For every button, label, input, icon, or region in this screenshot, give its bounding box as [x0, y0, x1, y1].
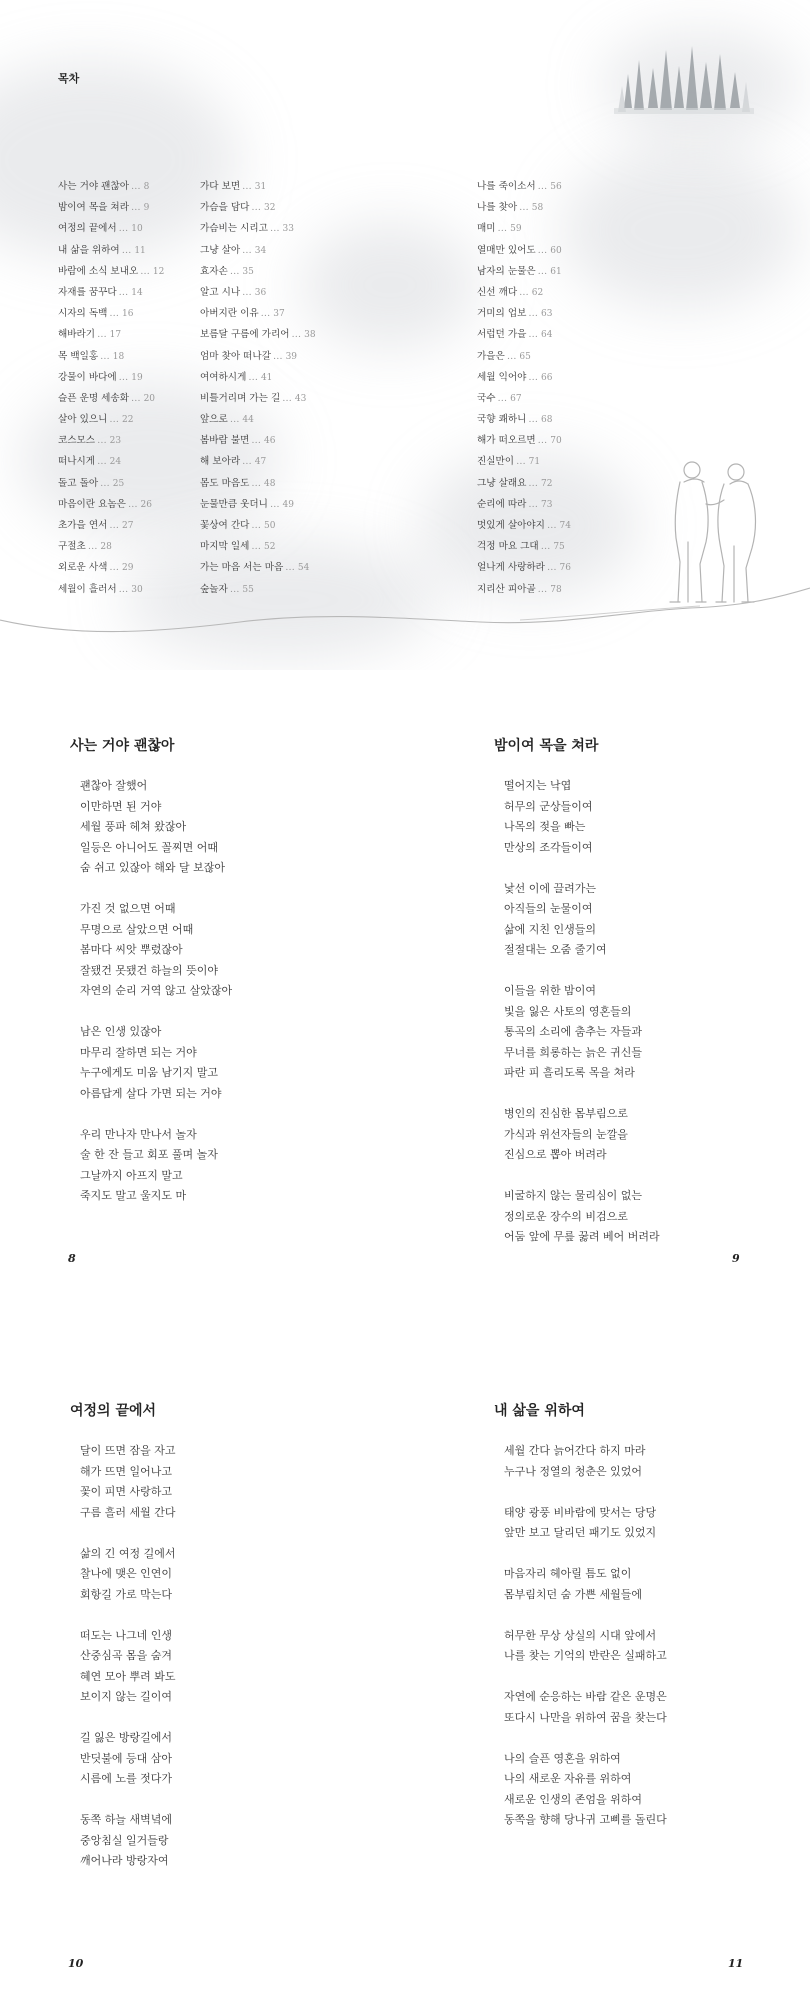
toc-entry: 살아 있으니 … 22: [58, 414, 134, 426]
toc-entry-title: 살아 있으니: [58, 414, 108, 426]
toc-entry-page: 71: [528, 457, 541, 468]
toc-entry-page: 54: [297, 563, 310, 574]
toc-entry-title: 매미: [477, 223, 496, 235]
toc-entry: 얼나게 사랑하라 … 76: [477, 562, 571, 574]
poem-line: 떨어지는 낙엽: [504, 779, 572, 792]
toc-column-1: [58, 176, 164, 600]
toc-entry-title: 나를 죽이소서: [477, 181, 536, 192]
poem-body-left: [80, 1441, 176, 1892]
toc-entry: 알고 시나 … 36: [200, 286, 267, 298]
poem-line: 빛을 잃은 사토의 영혼들의: [504, 1004, 632, 1018]
toc-entry: 눈물만큼 웃더니 … 49: [200, 498, 294, 510]
toc-entry-page: 68: [540, 415, 553, 426]
toc-entry: 꽃상여 간다 … 50: [200, 520, 276, 531]
toc-entry-title: 열매만 있어도: [477, 244, 536, 256]
toc-entry: 국향 쾌하니 … 68: [477, 414, 553, 426]
poem-line: 아름답게 살다 가면 되는 거야: [80, 1086, 222, 1100]
poem-title-right: 밤이여 목을 쳐라: [494, 738, 599, 754]
poem-line: 누구에게도 미움 남기지 말고: [80, 1066, 219, 1079]
poem-line: 시름에 노를 젓다가: [80, 1772, 173, 1785]
toc-heading: 목차: [58, 72, 80, 85]
toc-entry-title: 그냥 살래요: [477, 477, 527, 489]
toc-entry-page: 17: [109, 330, 122, 341]
toc-entry-page: 70: [550, 436, 562, 447]
poem-stanza: [504, 1626, 667, 1667]
toc-entry-title: 돌고 돌아: [58, 477, 99, 489]
toc-entry: 숲놀자 … 55: [200, 583, 254, 595]
toc-entry-page: 30: [131, 584, 143, 595]
poem-line: 나의 새로운 자유를 위하여: [504, 1772, 632, 1785]
toc-entry: 코스모스 … 23: [58, 435, 122, 447]
toc-entry-title: 국수: [477, 392, 496, 404]
poem-line: 앞만 보고 달리던 패기도 있었지: [504, 1526, 657, 1539]
toc-entry-title: 가다 보면: [200, 181, 241, 192]
poem-line: 죽지도 말고 울지도 마: [80, 1189, 187, 1202]
poem-line: 통곡의 소리에 춤추는 자들과: [504, 1025, 643, 1038]
poem-line: 찰나에 맺은 인연이: [80, 1567, 173, 1580]
poem-line: 술 한 잔 들고 회포 풀며 놀자: [80, 1148, 218, 1161]
toc-entry-title: 슬픈 운명 세송화: [58, 392, 129, 404]
toc-entry: 마지막 일세 … 52: [200, 541, 276, 553]
poem-line: 중앙침실 일거들랑: [80, 1833, 169, 1847]
poem-line: 마음자리 헤아릴 틈도 없이: [504, 1567, 632, 1580]
toc-entry-title: 가슴비는 시리고: [200, 223, 268, 235]
toc-entry-title: 해가 떠오르면: [477, 435, 536, 447]
toc-entry-page: 59: [510, 224, 522, 235]
poem-line: 깨어나라 방랑자여: [80, 1854, 169, 1867]
poem-line: 낯선 이에 끌려가는: [504, 881, 597, 895]
toc-entry-page: 23: [109, 436, 122, 447]
poem-line: 해가 뜨면 일어나고: [80, 1464, 173, 1478]
toc-entry: 여정의 끝에서 … 10: [58, 223, 143, 235]
poem-line: 봄마다 씨앗 뿌렸잖아: [80, 943, 183, 956]
toc-entry-page: 9: [143, 203, 150, 214]
toc-entry-page: 24: [109, 457, 122, 468]
poem-line: 나를 찾는 기억의 반란은 실패하고: [504, 1649, 667, 1662]
toc-entry-title: 바람에 소식 보내오: [58, 265, 139, 277]
poem-line: 삶에 지친 인생들의: [504, 922, 597, 936]
poem-line: 그날까지 아프지 말고: [80, 1168, 183, 1182]
toc-entry-title: 효자손: [200, 265, 228, 277]
page-spread-2: [0, 1335, 810, 1992]
toc-entry-page: 27: [121, 521, 134, 531]
toc-entry: 해바라기 … 17: [58, 329, 122, 341]
poem-line: 정의로운 장수의 비검으로: [504, 1209, 628, 1223]
toc-entry-title: 봄바람 불면: [200, 435, 250, 447]
toc-entry-title: 꽃상여 간다: [200, 520, 250, 531]
toc-entry-page: 50: [263, 521, 276, 531]
poem-line: 달이 뜨면 잠을 자고: [80, 1444, 176, 1457]
poem-line: 허무한 무상 상실의 시대 앞에서: [504, 1628, 657, 1642]
poem-line: 무너를 희롱하는 늙은 귀신들: [504, 1045, 643, 1059]
toc-entry: 아버지란 이유 … 37: [200, 308, 285, 320]
toc-entry-title: 신선 깨다: [477, 286, 518, 298]
poem-line: 숨 쉬고 있잖아 해와 달 보잖아: [80, 861, 225, 874]
poem-line: 혜연 모아 뿌려 봐도: [80, 1669, 176, 1683]
toc-entry-title: 비틀거리며 가는 길: [200, 392, 281, 404]
toc-entry: 서럽던 가을 … 64: [477, 329, 553, 341]
toc-entry-title: 시자의 독백: [58, 308, 108, 320]
pine-trees-illustration: [614, 38, 754, 116]
toc-entry-title: 보름달 구름에 가리어: [200, 329, 290, 341]
toc-entry-page: 10: [131, 224, 143, 235]
toc-entry-title: 세월이 흘러서: [58, 583, 117, 595]
toc-entry: 밤이여 목을 쳐라 … 9: [58, 202, 150, 214]
toc-entry: 목 백일홍 … 18: [58, 350, 125, 362]
poem-line: 나의 슬픈 영혼을 위하여: [504, 1751, 621, 1765]
poem-stanza: [504, 1104, 660, 1166]
toc-entry-page: 60: [550, 245, 562, 256]
toc-entry-page: 31: [254, 182, 267, 192]
poem-line: 허무의 군상들이여: [504, 799, 593, 813]
toc-entry-page: 20: [143, 393, 156, 404]
toc-entry-title: 얼나게 사랑하라: [477, 562, 545, 574]
toc-entry: 세월이 흘러서 … 30: [58, 583, 143, 595]
toc-entry: 봄바람 불면 … 46: [200, 435, 276, 447]
toc-entry-title: 앞으로: [200, 414, 228, 426]
poem-line: 우리 만나자 만나서 놀자: [80, 1127, 197, 1141]
toc-entry-title: 목 백일홍: [58, 350, 99, 362]
toc-entry-title: 떠나시게: [58, 456, 96, 468]
toc-entry-title: 아버지란 이유: [200, 308, 259, 320]
poem-stanza: [504, 981, 660, 1084]
toc-entry-page: 76: [559, 563, 571, 574]
toc-entry-page: 55: [242, 584, 254, 595]
toc-entry-title: 구절초: [58, 541, 86, 553]
toc-entry-title: 마지막 일세: [200, 541, 250, 553]
poem-line: 세월 풍파 헤쳐 왔잖아: [80, 820, 187, 833]
poem-line: 진심으로 뽑아 버려라: [504, 1148, 607, 1161]
poem-line: 괜찮아 잘했어: [80, 779, 148, 792]
toc-entry: 세월 익어야 … 66: [477, 371, 553, 383]
toc-entry: 비틀거리며 가는 길 … 43: [200, 392, 307, 404]
toc-entry-page: 62: [531, 287, 544, 298]
page-number-left: 10: [68, 1957, 84, 1970]
toc-entry: 몸도 마음도 … 48: [200, 477, 276, 489]
toc-entry-page: 72: [540, 478, 553, 489]
toc-entry: 바람에 소식 보내오 … 12: [58, 265, 165, 277]
toc-entry-page: 61: [550, 266, 562, 277]
poem-line: 남은 인생 있잖아: [80, 1025, 162, 1038]
ground-line-drawing: [0, 560, 810, 650]
toc-entry-page: 47: [254, 457, 267, 468]
toc-entry-title: 자재를 꿈꾸다: [58, 286, 117, 298]
poem-stanza: [504, 776, 660, 858]
poem-stanza: [504, 1186, 660, 1248]
toc-entry: 자재를 꿈꾸다 … 14: [58, 286, 143, 298]
toc-entry-title: 멋있게 살아야지: [477, 520, 545, 531]
toc-entry-title: 초가을 연서: [58, 520, 108, 531]
poem-line: 동쪽 하늘 새벽녘에: [80, 1813, 173, 1826]
toc-entry: 나를 죽이소서 … 56: [477, 181, 562, 192]
poem-line: 만상의 조각들이여: [504, 840, 593, 854]
toc-entry: 그냥 살래요 … 72: [477, 477, 553, 489]
toc-entry: 국수 … 67: [477, 392, 522, 404]
toc-entry-title: 마음이란 요놈은: [58, 498, 126, 510]
toc-entry: 보름달 구름에 가리어 … 38: [200, 329, 316, 341]
toc-entry-title: 남자의 눈물은: [477, 265, 536, 277]
toc-entry-title: 세월 익어야: [477, 371, 527, 383]
toc-entry: 거미의 업보 … 63: [477, 308, 553, 320]
poem-line: 태양 광풍 비바람에 맞서는 당당: [504, 1505, 657, 1519]
poem-line: 일등은 아니어도 꼴찌면 어때: [80, 840, 219, 854]
toc-entry: 초가을 연서 … 27: [58, 520, 134, 531]
toc-entry: 순리에 따라 … 73: [477, 498, 553, 510]
toc-entry-title: 해 보아라: [200, 456, 241, 468]
toc-entry-title: 외로운 사색: [58, 562, 108, 574]
toc-entry: 앞으로 … 44: [200, 414, 254, 426]
toc-entry-page: 44: [242, 415, 254, 426]
poem-stanza: [80, 1810, 176, 1872]
toc-entry: 시자의 독백 … 16: [58, 308, 134, 320]
toc-entry-title: 내 삶을 위하여: [58, 244, 120, 256]
toc-entry-page: 65: [519, 351, 531, 362]
toc-entry-title: 해바라기: [58, 329, 96, 341]
poem-stanza: [80, 1022, 232, 1104]
toc-entry: 그냥 살아 … 34: [200, 244, 267, 256]
toc-entry: 멋있게 살아야지 … 74: [477, 520, 571, 531]
toc-entry-page: 73: [540, 499, 553, 510]
toc-entry-title: 서럽던 가을: [477, 329, 527, 341]
toc-entry-title: 그냥 살아: [200, 244, 241, 256]
toc-entry-page: 39: [285, 351, 298, 362]
poem-line: 삶의 긴 여정 길에서: [80, 1546, 176, 1560]
poem-line: 잘됐건 못됐건 하늘의 뜻이야: [80, 963, 219, 977]
toc-entry: 지리산 피아골 … 78: [477, 583, 562, 595]
poem-line: 아직들의 눈물이여: [504, 902, 593, 915]
poem-line: 보이지 않는 길이여: [80, 1690, 173, 1703]
toc-entry-title: 나를 찾아: [477, 202, 518, 214]
toc-entry-title: 지리산 피아골: [477, 583, 536, 595]
poem-body-right: [504, 776, 660, 1268]
poem-stanza: [80, 776, 232, 879]
toc-entry-title: 거미의 업보: [477, 308, 527, 320]
toc-entry: 돌고 돌아 … 25: [58, 477, 125, 489]
toc-entry: 가슴비는 시리고 … 33: [200, 223, 294, 235]
toc-entry: 마음이란 요놈은 … 26: [58, 498, 152, 510]
poem-line: 이만하면 된 거야: [80, 799, 162, 813]
toc-entry: 강물이 바다에 … 19: [58, 371, 143, 383]
toc-entry-page: 63: [540, 309, 553, 320]
toc-entry: 슬픈 운명 세송화 … 20: [58, 392, 156, 404]
toc-entry-page: 35: [242, 266, 254, 277]
toc-entry-title: 코스모스: [58, 435, 96, 447]
poem-stanza: [80, 1626, 176, 1708]
poem-line: 새로운 인생의 존엄을 위하여: [504, 1792, 643, 1806]
poem-line: 이들을 위한 밤이여: [504, 984, 597, 997]
page-number-left: 8: [68, 1252, 76, 1265]
poem-line: 절절대는 오줌 줄기여: [504, 943, 607, 956]
poem-line: 떠도는 나그네 인생: [80, 1628, 173, 1642]
toc-entry-page: 19: [131, 372, 143, 383]
toc-entry: 가는 마음 서는 마음 … 54: [200, 562, 310, 574]
toc-entry-title: 밤이여 목을 쳐라: [58, 202, 129, 214]
toc-entry-title: 엄마 찾아 떠나갈: [200, 350, 271, 362]
toc-entry-title: 걱정 마요 그대: [477, 541, 539, 553]
toc-entry-title: 진실만이: [477, 456, 515, 468]
toc-entry-page: 26: [140, 499, 152, 510]
toc-entry: 여여하시게 … 41: [200, 371, 273, 383]
toc-entry: 가슴을 담다 … 32: [200, 202, 276, 214]
toc-entry-page: 78: [550, 584, 562, 595]
toc-entry: 효자손 … 35: [200, 265, 254, 277]
poem-stanza: [504, 1441, 667, 1482]
poem-line: 또다시 나만을 위하여 꿈을 찾는다: [504, 1710, 667, 1724]
toc-entry-page: 32: [263, 203, 276, 214]
toc-entry-page: 75: [553, 542, 565, 553]
toc-entry-title: 강물이 바다에: [58, 371, 117, 383]
toc-entry-page: 49: [282, 499, 294, 510]
toc-entry: 사는 거야 괜찮아 … 8: [58, 181, 150, 192]
toc-entry-page: 66: [540, 372, 553, 383]
poem-body-left: [80, 776, 232, 1227]
toc-entry: 해 보아라 … 47: [200, 456, 267, 468]
toc-entry: 구절초 … 28: [58, 541, 112, 553]
toc-entry-page: 18: [112, 351, 125, 362]
toc-entry-page: 36: [254, 287, 267, 298]
toc-entry-title: 사는 거야 괜찮아: [58, 181, 129, 192]
poem-line: 꽃이 피면 사랑하고: [80, 1485, 173, 1498]
toc-entry: 내 삶을 위하여 … 11: [58, 244, 146, 256]
poem-line: 회항길 가로 막는다: [80, 1587, 173, 1601]
poem-title-left: 사는 거야 괜찮아: [70, 738, 175, 754]
poem-stanza: [504, 879, 660, 961]
poem-line: 마무리 잘하면 되는 거야: [80, 1045, 197, 1059]
toc-entry-title: 알고 시나: [200, 286, 241, 298]
toc-entry-page: 43: [294, 393, 307, 404]
toc-entry-page: 16: [121, 309, 134, 320]
poem-stanza: [504, 1687, 667, 1728]
toc-entry-page: 52: [263, 542, 276, 553]
poem-line: 가진 것 없으면 어때: [80, 902, 176, 915]
poem-line: 구름 흘러 세월 간다: [80, 1505, 176, 1519]
toc-entry: 해가 떠오르면 … 70: [477, 435, 562, 447]
toc-entry-page: 67: [510, 393, 522, 404]
toc-entry-page: 41: [260, 372, 273, 383]
toc-entry-page: 58: [531, 203, 544, 214]
toc-column-3: [477, 176, 571, 600]
toc-entry: 떠나시게 … 24: [58, 456, 122, 468]
toc-page: [0, 0, 810, 670]
toc-entry: 진실만이 … 71: [477, 456, 541, 468]
poem-line: 자연의 순리 거역 않고 살았잖아: [80, 984, 233, 997]
toc-entry-page: 14: [131, 287, 143, 298]
poem-line: 누구나 정열의 청춘은 있었어: [504, 1464, 643, 1478]
poem-line: 파란 피 흘리도록 목을 쳐라: [504, 1066, 635, 1079]
toc-entry-page: 37: [273, 309, 285, 320]
poem-stanza: [80, 1125, 232, 1207]
poem-stanza: [80, 1728, 176, 1790]
toc-entry-title: 몸도 마음도: [200, 477, 250, 489]
toc-entry-title: 숲놀자: [200, 583, 228, 595]
toc-entry-title: 여여하시게: [200, 371, 247, 383]
toc-entry: 신선 깨다 … 62: [477, 286, 544, 298]
poem-line: 길 잃은 방랑길에서: [80, 1731, 173, 1744]
toc-entry: 남자의 눈물은 … 61: [477, 265, 562, 277]
toc-entry-title: 국향 쾌하니: [477, 414, 527, 426]
poem-line: 무명으로 살았으면 어때: [80, 922, 194, 936]
page-spread-1: [0, 670, 810, 1335]
toc-entry-title: 가슴을 담다: [200, 202, 250, 214]
poem-line: 자연에 순응하는 바람 같은 운명은: [504, 1690, 667, 1703]
toc-entry: 나를 찾아 … 58: [477, 202, 544, 214]
poem-line: 산중심곡 몸을 숨겨: [80, 1649, 173, 1662]
toc-entry: 열매만 있어도 … 60: [477, 244, 562, 256]
toc-entry-page: 64: [540, 330, 553, 341]
poem-line: 어둠 앞에 무릎 꿇려 베어 버려라: [504, 1230, 660, 1243]
poem-line: 병인의 진심한 몸부림으로: [504, 1107, 628, 1120]
toc-entry-page: 34: [254, 245, 267, 256]
toc-entry-page: 74: [559, 521, 571, 531]
toc-entry-title: 순리에 따라: [477, 498, 527, 510]
poem-title-right: 내 삶을 위하여: [494, 1403, 585, 1419]
toc-entry-page: 11: [134, 245, 146, 256]
poem-body-right: [504, 1441, 667, 1851]
page-number-right: 11: [728, 1957, 744, 1970]
poem-stanza: [504, 1749, 667, 1831]
poem-stanza: [80, 1544, 176, 1606]
toc-entry-page: 56: [550, 182, 562, 192]
toc-entry-page: 38: [304, 330, 316, 341]
toc-entry-page: 8: [143, 182, 150, 192]
toc-entry-page: 12: [152, 266, 165, 277]
poem-line: 몸부림치던 숨 가쁜 세월들에: [504, 1587, 643, 1601]
toc-entry-title: 가는 마음 서는 마음: [200, 562, 284, 574]
page-number-right: 9: [732, 1252, 740, 1265]
toc-entry: 매미 … 59: [477, 223, 522, 235]
toc-entry-title: 여정의 끝에서: [58, 223, 117, 235]
poem-line: 세월 간다 늙어간다 하지 마라: [504, 1444, 646, 1457]
poem-line: 동쪽을 향해 당나귀 고삐를 돌린다: [504, 1813, 667, 1826]
toc-column-2: [200, 176, 316, 600]
toc-entry-title: 가을은: [477, 350, 505, 362]
poem-line: 가식과 위선자들의 눈깔을: [504, 1127, 628, 1141]
poem-line: 반딧불에 등대 삼아: [80, 1751, 173, 1765]
toc-entry: 외로운 사색 … 29: [58, 562, 134, 574]
poem-title-left: 여정의 끝에서: [70, 1403, 157, 1419]
toc-entry-page: 22: [121, 415, 134, 426]
poem-line: 비굴하지 않는 물리심이 없는: [504, 1189, 643, 1202]
toc-entry-page: 33: [282, 224, 294, 235]
poem-stanza: [504, 1503, 667, 1544]
toc-entry-page: 25: [112, 478, 125, 489]
toc-entry-page: 29: [121, 563, 134, 574]
poem-stanza: [80, 899, 232, 1002]
toc-entry-title: 눈물만큼 웃더니: [200, 498, 268, 510]
poem-stanza: [80, 1441, 176, 1523]
toc-entry: 걱정 마요 그대 … 75: [477, 541, 565, 553]
toc-entry: 가을은 … 65: [477, 350, 531, 362]
toc-entry: 엄마 찾아 떠나갈 … 39: [200, 350, 298, 362]
toc-entry-page: 28: [100, 542, 112, 553]
poem-line: 나목의 젖을 빠는: [504, 820, 586, 833]
toc-entry-page: 48: [263, 478, 276, 489]
toc-entry: 가다 보면 … 31: [200, 181, 267, 192]
poem-stanza: [504, 1564, 667, 1605]
toc-entry-page: 46: [263, 436, 276, 447]
